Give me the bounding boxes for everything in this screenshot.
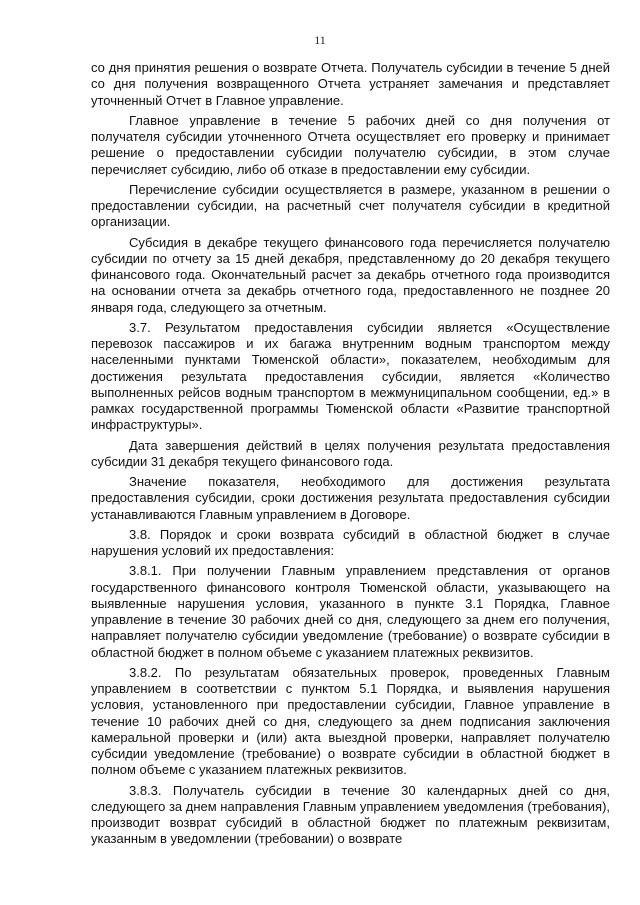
paragraph-indicator-value: Значение показателя, необходимого для достижения результата предоставления субсидии, сроки достижения результата предоставления субсидии устанавливаются Главным управлением в Договоре. <box>91 474 610 522</box>
paragraph-3-8-2: 3.8.2. По результатам обязательных проверок, проведенных Главным управлением в соответствии с пунктом 5.1 Порядка, и выявления нарушения условия, установленного при предоставлении субсидии, Главное управление в течение 10 рабочих дней со дня, следующего за днем подписания заключения камеральной проверки и (или) акта выездной проверки, направляет получателю субсидии уведомление (требование) о возврате субсидии в областной бюджет в полном объеме с указанием платежных реквизитов. <box>91 664 610 778</box>
paragraph-3-8-3: 3.8.3. Получатель субсидии в течение 30 календарных дней со дня, следующего за днем направления Главным управлением уведомления (требования), производит возврат субсидий в областной бюджет по платежным реквизитам, указанным в уведомлении (требовании) о возврате <box>91 782 611 847</box>
document-body <box>91 60 610 852</box>
paragraph-subsidy-transfer: Перечисление субсидии осуществляется в размере, указанном в решении о предоставлении субсидии, на расчетный счет получателя субсидии в кредитной организации. <box>91 181 610 230</box>
paragraph-continuation: со дня принятия решения о возврате Отчета. Получатель субсидии в течение 5 дней со дня получения возвращенного Отчета устраняет замечания и представляет уточненный Отчет в Главное управление. <box>91 60 610 108</box>
paragraph-3-7-result: 3.7. Результатом предоставления субсидии является «Осуществление перевозок пассажиров и их багажа внутренним водным транспортом между населенными пунктами Тюменской области», показателем, необходимым для достижения результата предоставления субсидии, является «Количество выполненных рейсов водным транспортом в межмуниципальном сообщении, ед.» в рамках государственной программы Тюменской области «Развитие транспортной инфраструктуры». <box>91 319 610 433</box>
paragraph-3-8-return-procedure: 3.8. Порядок и сроки возврата субсидий в областной бюджет в случае нарушения условий их предоставления: <box>91 526 610 558</box>
page-number: 11 <box>314 33 326 47</box>
paragraph-refined-report-review: Главное управление в течение 5 рабочих дней со дня получения от получателя субсидии уточненного Отчета осуществляет его проверку и принимает решение о предоставлении субсидии получателю субсидии, в этом случае перечисляет субсидию, либо об отказе в предоставлении ему субсидии. <box>91 112 610 177</box>
paragraph-completion-date: Дата завершения действий в целях получения результата предоставления субсидии 31 декабря текущего финансового года. <box>91 437 610 469</box>
paragraph-3-8-1: 3.8.1. При получении Главным управлением представления от органов государственного финансового контроля Тюменской области, указывающего на выявленные нарушения условия, указанного в пункте 3.1 Порядка, Главное управление в течение 30 рабочих дней со дня, следующего за днем его получения, направляет получателю субсидии уведомление (требование) о возврате субсидии в областной бюджет в полном объеме с указанием платежных реквизитов. <box>91 563 610 660</box>
paragraph-december-subsidy: Субсидия в декабре текущего финансового года перечисляется получателю субсидии по отчету за 15 дней декабря, представленному до 20 декабря текущего финансового года. Окончательный расчет за декабрь отчетного года производится на основании отчета за декабрь отчетного года, предоставленного не позднее 20 января года, следующего за отчетным. <box>91 234 610 315</box>
